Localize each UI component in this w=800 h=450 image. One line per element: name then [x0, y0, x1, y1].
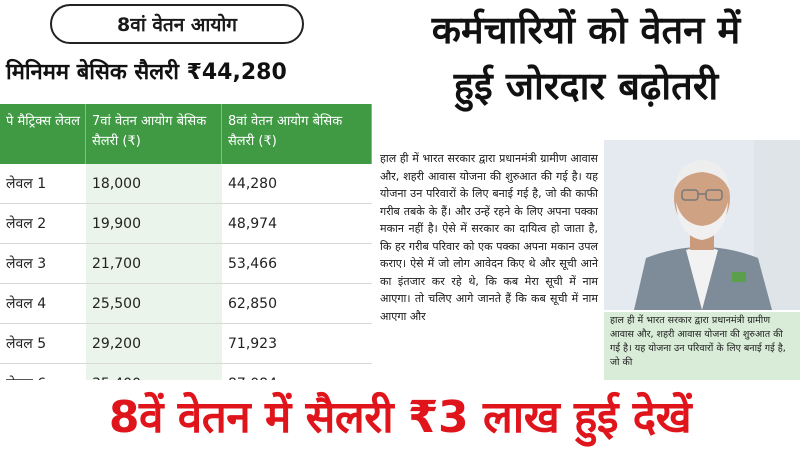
table-row — [0, 324, 372, 364]
cell-level: लेवल 5 — [6, 336, 47, 352]
cell-7th-salary: 25,500 — [86, 284, 222, 323]
cell-7th-salary: 21,700 — [86, 244, 222, 283]
cell-8th-salary: 62,850 — [228, 295, 277, 312]
header-pay-level: पे मैट्रिक्स लेवल — [0, 104, 86, 164]
pay-commission-badge: 8वां वेतन आयोग — [50, 4, 304, 44]
politician-photo — [604, 140, 800, 310]
article-text: हाल ही में भारत सरकार द्वारा प्रधानमंत्री ग्रामीण आवास और, शहरी आवास योजना की शुरुआत की गई है। यह योजना उन परिवारों के लिए बनाई गई है, जो की काफी गरीब तबके के हैं। और उन्हें रहने के लिए अपना पक्का मकान नहीं है। ऐसे में सरकार का दायित्व हो जाता है, कि हर गरीब परिवार को एक पक्का अपना मकान उपल कराए। ऐसे में जो लोग आवेदन किए थे और सूची आने का इंतजार कर रहे थे, कि कब मेरा सूची में नाम आएगा। तो चलिए आगे जानते हैं कि कब सूची में नाम आएगा और — [380, 152, 598, 323]
minimum-salary-title: मिनिमम बेसिक सैलरी ₹44,280 — [6, 60, 287, 85]
table-row — [0, 244, 372, 284]
headline-line-1: कर्मचारियों को वेतन में — [431, 8, 741, 52]
table-header — [0, 104, 372, 164]
photo-caption: हाल ही में भारत सरकार द्वारा प्रधानमंत्री ग्रामीण आवास और, शहरी आवास योजना की शुरुआत की गई है। यह योजना उन परिवारों के लिए बनाई गई है, जो की — [604, 312, 800, 382]
cell-8th-salary: 48,974 — [228, 215, 277, 232]
cell-level: लेवल 1 — [6, 176, 47, 192]
cell-8th-salary: 53,466 — [228, 255, 277, 272]
header-8th-salary: 8वां वेतन आयोग बेसिक सैलरी (₹) — [222, 104, 372, 164]
cell-level: लेवल 4 — [6, 296, 47, 312]
cell-7th-salary: 18,000 — [86, 164, 222, 203]
cell-8th-salary: 71,923 — [228, 335, 277, 352]
portrait-illustration — [604, 140, 800, 310]
cell-8th-salary: 44,280 — [228, 175, 277, 192]
table-row — [0, 284, 372, 324]
cell-7th-salary: 29,200 — [86, 324, 222, 363]
table-row — [0, 204, 372, 244]
news-headline — [372, 2, 800, 114]
salary-table — [0, 104, 372, 404]
headline-line-2: हुई जोरदार बढ़ोतरी — [453, 64, 719, 108]
cell-level: लेवल 2 — [6, 216, 47, 232]
headline-banner: 8वें वेतन में सैलरी ₹3 लाख हुई देखें — [0, 380, 800, 450]
table-row — [0, 164, 372, 204]
header-7th-salary: 7वां वेतन आयोग बेसिक सैलरी (₹) — [86, 104, 222, 164]
cell-level: लेवल 3 — [6, 256, 47, 272]
cell-7th-salary: 19,900 — [86, 204, 222, 243]
